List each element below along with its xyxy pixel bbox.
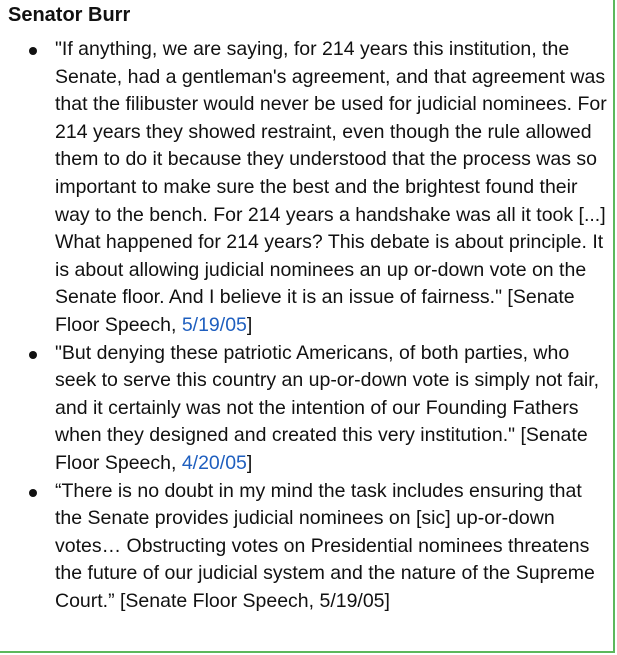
speech-date-link[interactable]: 5/19/05 bbox=[181, 313, 247, 336]
quote-close-bracket: ] bbox=[246, 451, 253, 474]
bullet-icon bbox=[29, 47, 37, 55]
speech-date-link[interactable]: 4/20/05 bbox=[181, 451, 247, 474]
quote-close-bracket: ] bbox=[246, 313, 253, 336]
quote-text: "If anything, we are saying, for 214 years this institution, the Senate, had a gentleman's agreement, and that agreement was that the filibuster would never be used for judicial nominees. For 214 years they showed restraint, even though the rule allowed them to do it because they understood that the process was so important to make sure the best and the brightest found their way to the bench. For 214 years a handshake was all it took [...] What happened for 214 years? This debate is about principle. It is about allowing judicial nominees an up or-down vote on the Senate floor. And I believe it is an issue of fairness." [Senate Floor Speech, bbox=[55, 38, 607, 336]
quote-text: "But denying these patriotic Americans, of both parties, who seek to serve this country an up-or-down vote is simply not fair, and it certainly was not the intention of our Founding Fathers when they designed and created this very institution." [Senate Floor Speech, bbox=[55, 341, 600, 474]
quote-item bbox=[55, 36, 608, 340]
quote-item bbox=[55, 478, 608, 616]
senator-heading: Senator Burr bbox=[8, 4, 131, 26]
quote-item bbox=[55, 340, 608, 478]
bullet-icon bbox=[29, 489, 37, 497]
quote-list bbox=[0, 36, 608, 615]
bullet-icon bbox=[29, 351, 37, 359]
quote-text: “There is no doubt in my mind the task includes ensuring that the Senate provides judicial nominees on [sic] up-or-down votes… Obstructing votes on Presidential nominees threatens the future of our judicial system and the nature of the Supreme Court.” [Senate Floor Speech, 5/19/05] bbox=[55, 479, 595, 612]
